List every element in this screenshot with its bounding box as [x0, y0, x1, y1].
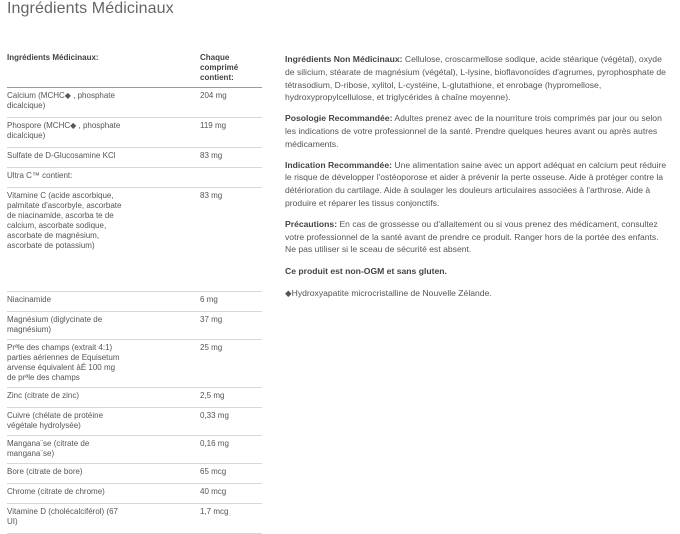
indication-section	[285, 159, 670, 210]
indication-text: Une alimentation saine avec un apport adéquat en calcium peut réduire le risque de développer l'ostéoporose et aider à prévenir la perte osseuse. Aide à protéger contre la détérioration du cartilage. Aide à soulager les douleurs articulaires associées à l'arthrose. Aide à produire et réparer les tissus conjonctifs.	[285, 159, 667, 208]
table-row	[7, 118, 262, 148]
ingredient-name-line: ascorbate de magnésium,	[7, 231, 100, 240]
indication-label: Indication Recommandée:	[285, 159, 392, 170]
header-ingredient: Ingrédients Médicinaux:	[7, 53, 99, 62]
ingredient-name	[7, 91, 157, 111]
ingredient-name	[7, 343, 157, 383]
ingredient-name	[7, 391, 157, 401]
ingredient-name-line: Vitamine C (acide ascorbique,	[7, 191, 114, 200]
ingredient-amount: 6 mg	[200, 295, 218, 304]
ingredient-amount: 1,7 mcg	[200, 507, 229, 516]
ingredient-name-line: Calcium (MCHC◆ , phosphate	[7, 91, 115, 100]
precautions-section	[285, 218, 670, 256]
ingredient-name-line: Ultra C™ contient:	[7, 171, 73, 180]
ingredient-name-line: calcium, ascorbate sodique,	[7, 221, 107, 230]
table-body	[7, 88, 262, 534]
ingredient-name-line: Zinc (citrate de zinc)	[7, 391, 80, 400]
ingredient-amount: 2,5 mg	[200, 391, 225, 400]
ingredient-amount: 37 mg	[200, 315, 223, 324]
table-row	[7, 436, 262, 464]
header-amount	[200, 53, 260, 83]
ingredient-amount: 65 mcg	[200, 467, 227, 476]
ingredient-name	[7, 411, 157, 431]
table-row	[7, 188, 262, 292]
table-row	[7, 484, 262, 504]
ingredient-name-line: végétale hydrolysée)	[7, 421, 81, 430]
ingredient-name-line: Phospore (MCHC◆ , phosphate	[7, 121, 121, 130]
ingredient-name-line: dicalcique)	[7, 101, 46, 110]
ingredient-name-line: dicalcique)	[7, 131, 46, 140]
table-row	[7, 388, 262, 408]
ingredient-name	[7, 151, 157, 161]
table-row	[7, 292, 262, 312]
ingredient-name	[7, 439, 157, 459]
ingredient-amount: 0,16 mg	[200, 439, 229, 448]
ingredient-name-line: de niacinamide, ascorba te de	[7, 211, 114, 220]
page-title: Ingrédients Médicinaux	[7, 0, 174, 17]
ingredient-amount: 204 mg	[200, 91, 227, 100]
header-amount-line: comprimé	[200, 63, 239, 72]
ingredient-name-line: UI)	[7, 517, 18, 526]
dosage-label: Posologie Recommandée:	[285, 113, 393, 124]
dosage-text: Adultes prenez avec de la nourriture trois comprimés par jour ou selon les indications de votre professionnel de la santé. Prendre quelques heures avant ou après autres médicaments.	[285, 113, 662, 149]
ingredient-amount: 40 mcg	[200, 487, 227, 496]
ingredient-name-line: Vitamine D (cholécalciférol) (67	[7, 507, 119, 516]
table-row	[7, 312, 262, 340]
table-row	[7, 340, 262, 388]
product-info	[285, 53, 670, 300]
ingredient-name-line: Prªle des champs (extrait 4:1)	[7, 343, 113, 352]
non-medicinal-label: Ingrédients Non Médicinaux:	[285, 54, 403, 64]
table-header	[7, 49, 262, 88]
table-row	[7, 504, 262, 534]
ingredient-amount: 25 mg	[200, 343, 223, 352]
ingredient-name-line: Sulfate de D-Glucosamine KCl	[7, 151, 116, 160]
ingredient-name	[7, 171, 157, 181]
ingredient-amount: 83 mg	[200, 191, 223, 200]
precautions-text: En cas de grossesse ou d'allaitement ou si vous prenez des médicament, consultez votre professionnel de la santé avant de prendre ce produit. Ranger hors de la portée des enfants. Ne pas utiliser si le sceau de sécurité est absent.	[285, 218, 659, 255]
ingredient-name-line: Chrome (citrate de chrome)	[7, 487, 105, 496]
ingredient-name	[7, 467, 157, 477]
ingredient-name-line: ascorbate de potassium)	[7, 241, 95, 250]
ingredient-name	[7, 315, 157, 335]
ingredient-name	[7, 295, 157, 305]
ingredient-amount: 0,33 mg	[200, 411, 229, 420]
table-row	[7, 88, 262, 118]
precautions-label: Précautions:	[285, 218, 338, 229]
ingredients-table	[7, 49, 262, 534]
table-row	[7, 148, 262, 168]
ingredient-name	[7, 487, 157, 497]
ingredient-name	[7, 507, 157, 527]
header-amount-line: Chaque	[200, 53, 230, 62]
ingredient-name-line: Magnésium (diglycinate de	[7, 315, 103, 324]
ingredient-name-line: Mangana¨se (citrate de	[7, 439, 90, 448]
ingredient-name-line: Niacinamide	[7, 295, 52, 304]
ingredient-name	[7, 191, 157, 251]
ingredient-name	[7, 121, 157, 141]
ingredient-name-line: Cuivre (chélate de protéine	[7, 411, 104, 420]
header-amount-line: contient:	[200, 73, 234, 82]
ingredient-amount: 83 mg	[200, 151, 223, 160]
table-row	[7, 464, 262, 484]
non-medicinal-section	[285, 53, 670, 104]
non-ogm-statement: Ce produit est non-OGM et sans gluten.	[285, 266, 447, 277]
ingredient-name-line: magnésium)	[7, 325, 52, 334]
ingredient-name-line: mangana¨se)	[7, 449, 55, 458]
table-row	[7, 168, 262, 188]
non-medicinal-text: Cellulose, croscarmellose sodique, acide stéarique (végétal), oxyde de silicium, stéarate de magnésium (végétal), L-lysine, bioflavonoïdes d'agrumes, pyrophosphate de tétrasodium, D-ribose, xylitol, L-cystéine, L-glutathione, et enrobage (hypromellose, hydroxypropylcellulose, et triglycérides à chaîne moyenne).	[285, 54, 666, 103]
ingredient-name-line: Bore (citrate de bore)	[7, 467, 83, 476]
ingredient-name-line: parties aériennes de Equisetum	[7, 353, 120, 362]
table-row	[7, 408, 262, 436]
ingredient-amount: 119 mg	[200, 121, 227, 130]
footnote: ◆Hydroxyapatite microcristalline de Nouvelle Zélande.	[285, 287, 492, 298]
ingredient-name-line: de prªle des champs	[7, 373, 80, 382]
ingredient-name-line: arvense équivalent àÉ 100 mg	[7, 363, 116, 372]
dosage-section	[285, 112, 670, 150]
ingredient-name-line: palmitate d'ascorbyle, ascorbate	[7, 201, 122, 210]
